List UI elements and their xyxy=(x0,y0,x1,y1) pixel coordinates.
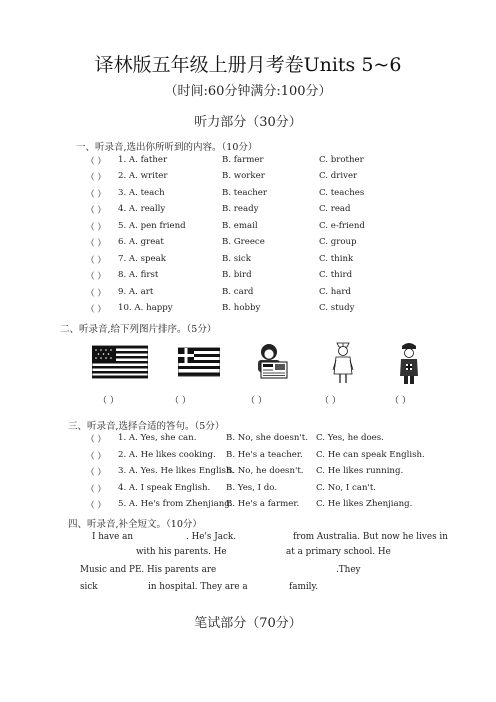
part2-blank-3[interactable]: （ ） xyxy=(246,396,267,406)
usa-flag-picture xyxy=(92,344,148,380)
option-a: 1. A. father xyxy=(118,155,168,165)
option-b: B. worker xyxy=(222,171,265,182)
option-c: C. driver xyxy=(319,171,358,182)
answer-blank[interactable]: （ ） xyxy=(86,255,106,266)
option-b: B. teacher xyxy=(222,187,267,198)
answer-blank[interactable]: （ ） xyxy=(86,435,106,445)
option-b: B. He's a farmer. xyxy=(226,499,300,509)
nurse-picture xyxy=(330,338,356,386)
passage-text: I have an xyxy=(92,532,134,542)
answer-blank[interactable]: （ ） xyxy=(86,173,106,184)
option-c: C. Yes, he does. xyxy=(316,433,384,443)
option-b: B. He's a teacher. xyxy=(226,449,303,460)
option-b: B. card xyxy=(222,286,254,297)
option-c: C. study xyxy=(319,303,355,314)
part3-heading: 三、听录音,选择合适的答句。（5分） xyxy=(68,421,225,432)
passage-text: .They xyxy=(336,565,361,575)
option-a: 9. A. art xyxy=(118,286,154,297)
passage-text: in hospital. They are a xyxy=(148,582,248,592)
passage-text: with his parents. He xyxy=(136,547,227,557)
option-a: 7. A. speak xyxy=(118,253,166,264)
option-a: 3. A. Yes. He likes English. xyxy=(118,466,235,476)
option-a: 2. A. He likes cooking. xyxy=(118,449,216,460)
option-b: B. sick xyxy=(222,253,251,264)
option-a: 5. A. pen friend xyxy=(118,220,186,231)
answer-blank[interactable]: （ ） xyxy=(86,484,106,495)
option-b: B. Yes, I do. xyxy=(226,482,278,493)
option-c: C. He likes running. xyxy=(316,466,404,476)
option-b: B. farmer xyxy=(222,155,264,165)
answer-blank[interactable]: （ ） xyxy=(86,206,106,217)
option-c: C. hard xyxy=(319,286,351,297)
doctor-picture xyxy=(396,340,422,386)
option-c: C. group xyxy=(319,237,357,248)
newspaper-writer-picture xyxy=(250,340,292,382)
passage-text: . He's Jack. xyxy=(186,532,237,542)
greece-flag-picture xyxy=(178,344,220,380)
option-a: 4. A. I speak English. xyxy=(118,482,211,493)
option-a: 4. A. really xyxy=(118,204,166,215)
exam-time-score: （时间:60分钟满分:100分） xyxy=(164,84,332,99)
part2-heading: 二、听录音,给下列图片排序。（5分） xyxy=(60,324,217,335)
option-a: 2. A. writer xyxy=(118,171,168,182)
passage-text: sick xyxy=(80,582,98,592)
option-a: 6. A. great xyxy=(118,237,164,248)
option-c: C. He can speak English. xyxy=(316,449,425,460)
part1-heading: 一、听录音,选出你所听到的内容。（10分） xyxy=(76,142,258,153)
option-c: C. No, I can't. xyxy=(316,482,377,493)
option-b: B. email xyxy=(222,220,258,231)
answer-blank[interactable]: （ ） xyxy=(86,451,106,462)
option-c: C. teaches xyxy=(319,187,365,198)
option-a: 8. A. first xyxy=(118,270,159,281)
option-b: B. Greece xyxy=(222,237,265,248)
option-c: C. read xyxy=(319,204,351,215)
option-c: C. third xyxy=(319,270,353,281)
passage-text: at a primary school. He xyxy=(286,547,391,557)
option-a: 3. A. teach xyxy=(118,187,165,198)
passage-text: family. xyxy=(289,582,319,592)
answer-blank[interactable]: （ ） xyxy=(86,305,106,316)
part2-blank-4[interactable]: （ ） xyxy=(320,396,341,406)
option-a: 5. A. He's from Zhenjiang. xyxy=(118,499,233,509)
passage-text: Music and PE. His parents are xyxy=(80,565,217,575)
option-b: B. No, she doesn't. xyxy=(226,433,308,443)
option-b: B. bird xyxy=(222,270,252,281)
option-b: B. No, he doesn't. xyxy=(226,466,304,476)
listening-section-title: 听力部分（30分） xyxy=(194,115,302,130)
page-title: 译林版五年级上册月考卷Units 5~6 xyxy=(94,54,402,76)
part2-blank-1[interactable]: （ ） xyxy=(98,396,119,406)
answer-blank[interactable]: （ ） xyxy=(86,189,106,200)
answer-blank[interactable]: （ ） xyxy=(86,157,106,167)
answer-blank[interactable]: （ ） xyxy=(86,272,106,283)
part2-blank-5[interactable]: （ ） xyxy=(390,396,411,406)
option-c: C. e-friend xyxy=(319,220,365,231)
option-a: 1. A. Yes, she can. xyxy=(118,433,197,443)
part2-blank-2[interactable]: （ ） xyxy=(170,396,191,406)
option-b: B. ready xyxy=(222,204,259,215)
written-section-title: 笔试部分（70分） xyxy=(194,616,302,631)
option-a: 10. A. happy xyxy=(118,303,173,314)
answer-blank[interactable]: （ ） xyxy=(86,239,106,250)
passage-text: from Australia. But now he lives in xyxy=(293,532,448,542)
option-c: C. He likes Zhenjiang. xyxy=(316,499,413,509)
option-c: C. think xyxy=(319,253,354,264)
answer-blank[interactable]: （ ） xyxy=(86,501,106,511)
answer-blank[interactable]: （ ） xyxy=(86,468,106,478)
option-c: C. brother xyxy=(319,155,364,165)
answer-blank[interactable]: （ ） xyxy=(86,222,106,233)
option-b: B. hobby xyxy=(222,303,261,314)
answer-blank[interactable]: （ ） xyxy=(86,288,106,299)
part4-heading: 四、听录音,补全短文。（10分） xyxy=(68,519,202,530)
